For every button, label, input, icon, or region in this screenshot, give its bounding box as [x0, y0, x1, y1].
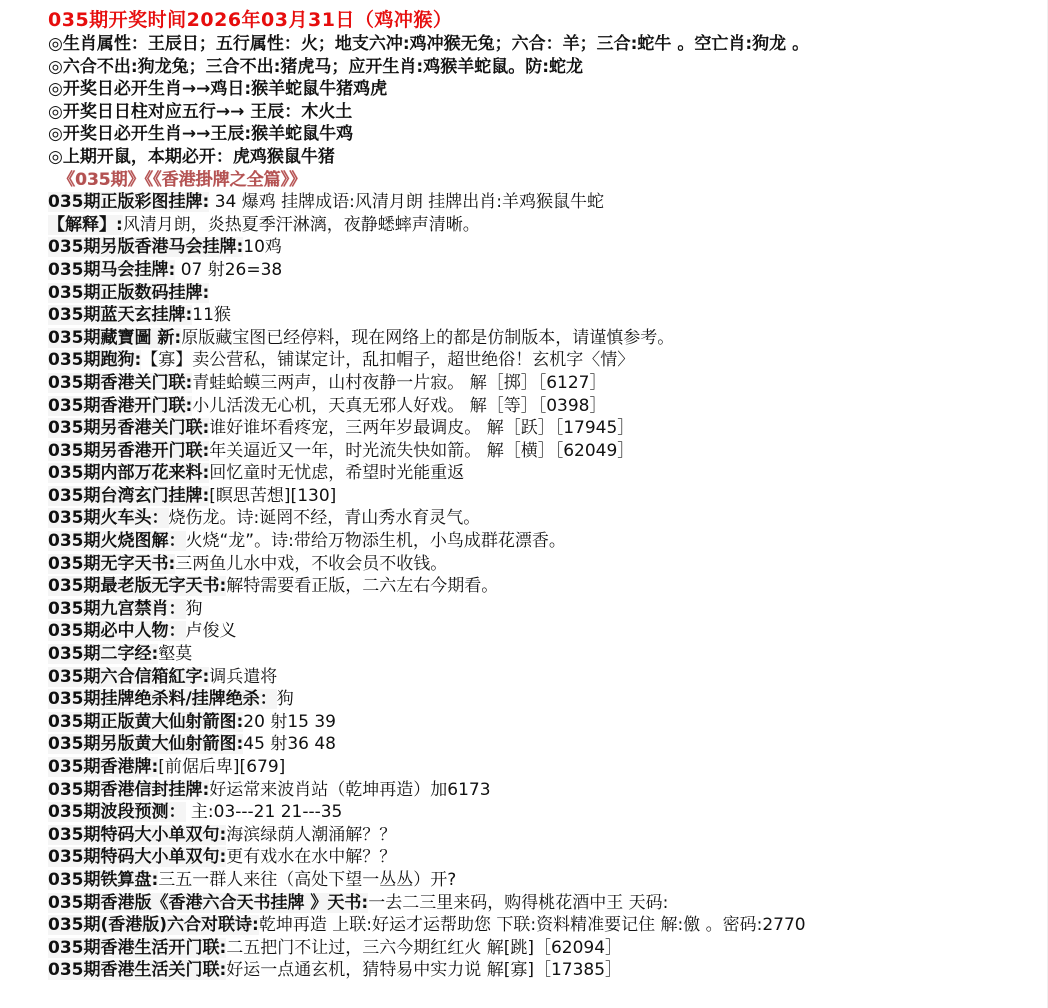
line-label: 035期内部万花来料:	[48, 463, 210, 484]
text-line	[48, 259, 1039, 282]
text-line	[48, 688, 1039, 711]
text-line	[48, 417, 1039, 440]
line-text: ◎六合不出:狗龙兔；三合不出:猪虎马；应开生肖:鸡猴羊蛇鼠。防:蛇龙	[48, 56, 584, 77]
line-label: 035期跑狗:	[48, 350, 142, 371]
text-line	[48, 914, 1039, 937]
line-label: 035期另香港关门联:	[48, 418, 210, 439]
line-text: 三两鱼儿水中戏，不收会员不收钱。	[175, 553, 448, 574]
line-label: 035期香港信封挂牌:	[48, 779, 210, 800]
line-label: 035期必中人物：	[48, 621, 186, 642]
text-line	[48, 620, 1039, 643]
notice-lines	[48, 33, 1039, 169]
line-text: 谁好谁坏看疼宠，三两年岁最调皮。 解［跃］［17945］	[209, 418, 635, 439]
line-text: 主:03---21 21---35	[185, 802, 343, 823]
text-line	[48, 959, 1039, 982]
page-title: 035期开奖时间2026年03月31日（鸡冲猴）	[48, 9, 453, 31]
line-label: 035期香港生活开门联:	[48, 937, 227, 958]
line-text: ◎生肖属性：王辰日；五行属性：火；地支六冲:鸡冲猴无兔；六合：羊；三合:蛇牛 。空亡肖:狗龙 。	[48, 34, 810, 54]
text-line	[48, 733, 1039, 756]
line-label: 035期火烧图解：	[48, 531, 186, 552]
line-label: 035期另香港开门联:	[48, 440, 210, 461]
text-line	[48, 485, 1039, 508]
text-line	[48, 892, 1039, 915]
line-text: 好运一点通玄机，猜特易中实力说 解[寡]［17385］	[226, 960, 623, 981]
text-line	[48, 846, 1039, 869]
line-text: 乾坤再造 上联:好运才运帮助您 下联:资料精准要记住 解:儌 。密码:2770	[258, 915, 806, 936]
line-text: [瞑思苦想][130]	[209, 485, 337, 506]
line-text: ◎开奖日日柱对应五行→→ 王辰：木火土	[48, 101, 353, 122]
text-line	[48, 553, 1039, 576]
text-line	[48, 78, 1039, 101]
line-text: 调兵遣将	[209, 666, 278, 687]
line-text: 解特需要看正版，二六左右今期看。	[226, 576, 499, 597]
line-label: 035期香港开门联:	[48, 395, 193, 416]
line-label: 035期蓝天玄挂牌:	[48, 305, 193, 326]
line-text: 45 射36 48	[243, 734, 336, 755]
line-text: 34 爆鸡 挂牌成语:风清月朗 挂牌出肖:羊鸡猴鼠牛蛇	[209, 192, 604, 213]
line-text: 一去二三里来码，购得桃花酒中王 天码:	[368, 892, 669, 913]
line-text: 二五把门不让过，三六今期红红火 解[跳]［62094］	[226, 937, 623, 958]
line-label: 035期(香港版)六合对联诗:	[48, 915, 259, 936]
line-text: 青蛙蛤蟆三两声，山村夜静一片寂。 解［掷］［6127］	[192, 372, 607, 393]
line-text: ◎开奖日必开生肖→→鸡日:猴羊蛇鼠牛猪鸡虎	[48, 79, 388, 100]
text-line	[48, 440, 1039, 463]
line-text: 烧伤龙。诗:诞罔不经，青山秀水育灵气。	[168, 508, 481, 529]
text-line	[48, 33, 1039, 56]
text-line	[48, 101, 1039, 124]
line-label: 035期特码大小单双句:	[48, 847, 227, 868]
line-text: 狗	[185, 598, 203, 619]
line-label: 035期正版彩图挂牌:	[48, 192, 210, 213]
line-label: 035期香港关门联:	[48, 372, 193, 393]
line-text: 回忆童时无忧虑，希望时光能重返	[209, 463, 465, 484]
text-line	[48, 643, 1039, 666]
line-text: 年关逼近又一年，时光流失快如箭。 解［横］［62049］	[209, 440, 635, 461]
line-label: 035期另版香港马会挂牌:	[48, 237, 244, 258]
text-line	[48, 236, 1039, 259]
text-line	[48, 214, 1039, 237]
text-line	[48, 801, 1039, 824]
text-line	[48, 711, 1039, 734]
line-text: 卢俊义	[185, 621, 237, 642]
line-label: 035期香港牌:	[48, 757, 159, 777]
text-line	[48, 395, 1039, 418]
line-label: 035期铁算盘:	[48, 869, 159, 890]
text-line	[48, 146, 1039, 169]
text-line	[48, 56, 1039, 79]
line-label: 035期挂牌绝杀料/挂牌绝杀：	[48, 689, 277, 710]
text-line	[48, 349, 1039, 372]
text-line	[48, 462, 1039, 485]
text-line	[48, 756, 1039, 779]
text-line	[48, 937, 1039, 960]
line-text: 三五一群人来往（高处下望一丛丛）开?	[158, 869, 457, 890]
line-text: ◎开奖日必开生肖→→王辰:猴羊蛇鼠牛鸡	[48, 124, 354, 145]
line-label: 035期波段预测：	[48, 802, 186, 823]
section-header: 《035期》《《香港掛牌之全篇》》	[58, 169, 306, 190]
text-line	[48, 304, 1039, 327]
text-line	[48, 869, 1039, 892]
line-label: 035期九宫禁肖：	[48, 598, 186, 619]
line-label: 035期特码大小单双句:	[48, 824, 227, 845]
line-text: 原版藏宝图已经停料，现在网络上的都是仿制版本，请谨慎参考。	[181, 327, 675, 348]
line-label: 035期香港版《香港六合天书挂牌 》天书:	[48, 892, 369, 913]
line-text: ◎上期开鼠，本期必开：虎鸡猴鼠牛猪	[48, 146, 335, 167]
line-text: 海滨绿荫人潮涌解？？	[226, 824, 397, 845]
text-line	[48, 123, 1039, 146]
line-text: 小儿活泼无心机，天真无邪人好戏。 解［等］［0398］	[192, 395, 607, 416]
line-text: 20 射15 39	[243, 711, 336, 732]
text-line	[48, 575, 1039, 598]
line-label: 035期马会挂牌:	[48, 259, 176, 280]
line-label: 035期六合信箱紅字:	[48, 666, 210, 687]
text-line	[48, 666, 1039, 689]
line-text: 更有戏水在水中解？？	[226, 847, 397, 868]
text-line	[48, 779, 1039, 802]
line-label: 035期正版黄大仙射箭图:	[48, 711, 244, 732]
line-label: 035期正版数码挂牌:	[48, 282, 210, 303]
line-text: 好运常来波肖站（乾坤再造）加6173	[209, 779, 491, 800]
line-text: 【寡】卖公营私，铺谋定计，乱扣帽子，超世绝俗！玄机字〈情〉	[141, 350, 635, 371]
line-text: 07 射26=38	[175, 259, 283, 280]
line-text: 火烧“龙”。诗:带给万物添生机，小鸟成群花漂香。	[185, 531, 566, 552]
line-text: 11猴	[192, 305, 231, 326]
line-text: [前倨后卑][679]	[158, 757, 286, 777]
line-label: 035期火车头：	[48, 508, 169, 529]
text-line	[48, 507, 1039, 530]
text-line	[48, 530, 1039, 553]
line-text: 风清月朗，炎热夏季汗淋漓，夜静蟋蟀声清晰。	[122, 214, 480, 235]
line-text: 10鸡	[243, 237, 282, 258]
text-line	[48, 282, 1039, 305]
text-line	[48, 598, 1039, 621]
line-label: 035期台湾玄门挂牌:	[48, 485, 210, 506]
line-label: 035期藏寶圖 新:	[48, 327, 182, 348]
text-line	[48, 824, 1039, 847]
line-label: 035期香港生活关门联:	[48, 960, 227, 981]
line-label: 【解释】:	[48, 214, 123, 235]
line-label: 035期最老版无字天书:	[48, 576, 227, 597]
line-label: 035期无字天书:	[48, 553, 176, 574]
line-text: 壑莫	[158, 644, 193, 665]
line-text: 狗	[276, 689, 294, 710]
text-line	[48, 191, 1039, 214]
item-lines	[48, 191, 1039, 982]
text-line	[48, 372, 1039, 395]
line-label: 035期另版黄大仙射箭图:	[48, 734, 244, 755]
line-label: 035期二字经:	[48, 644, 159, 665]
text-line	[48, 327, 1039, 350]
